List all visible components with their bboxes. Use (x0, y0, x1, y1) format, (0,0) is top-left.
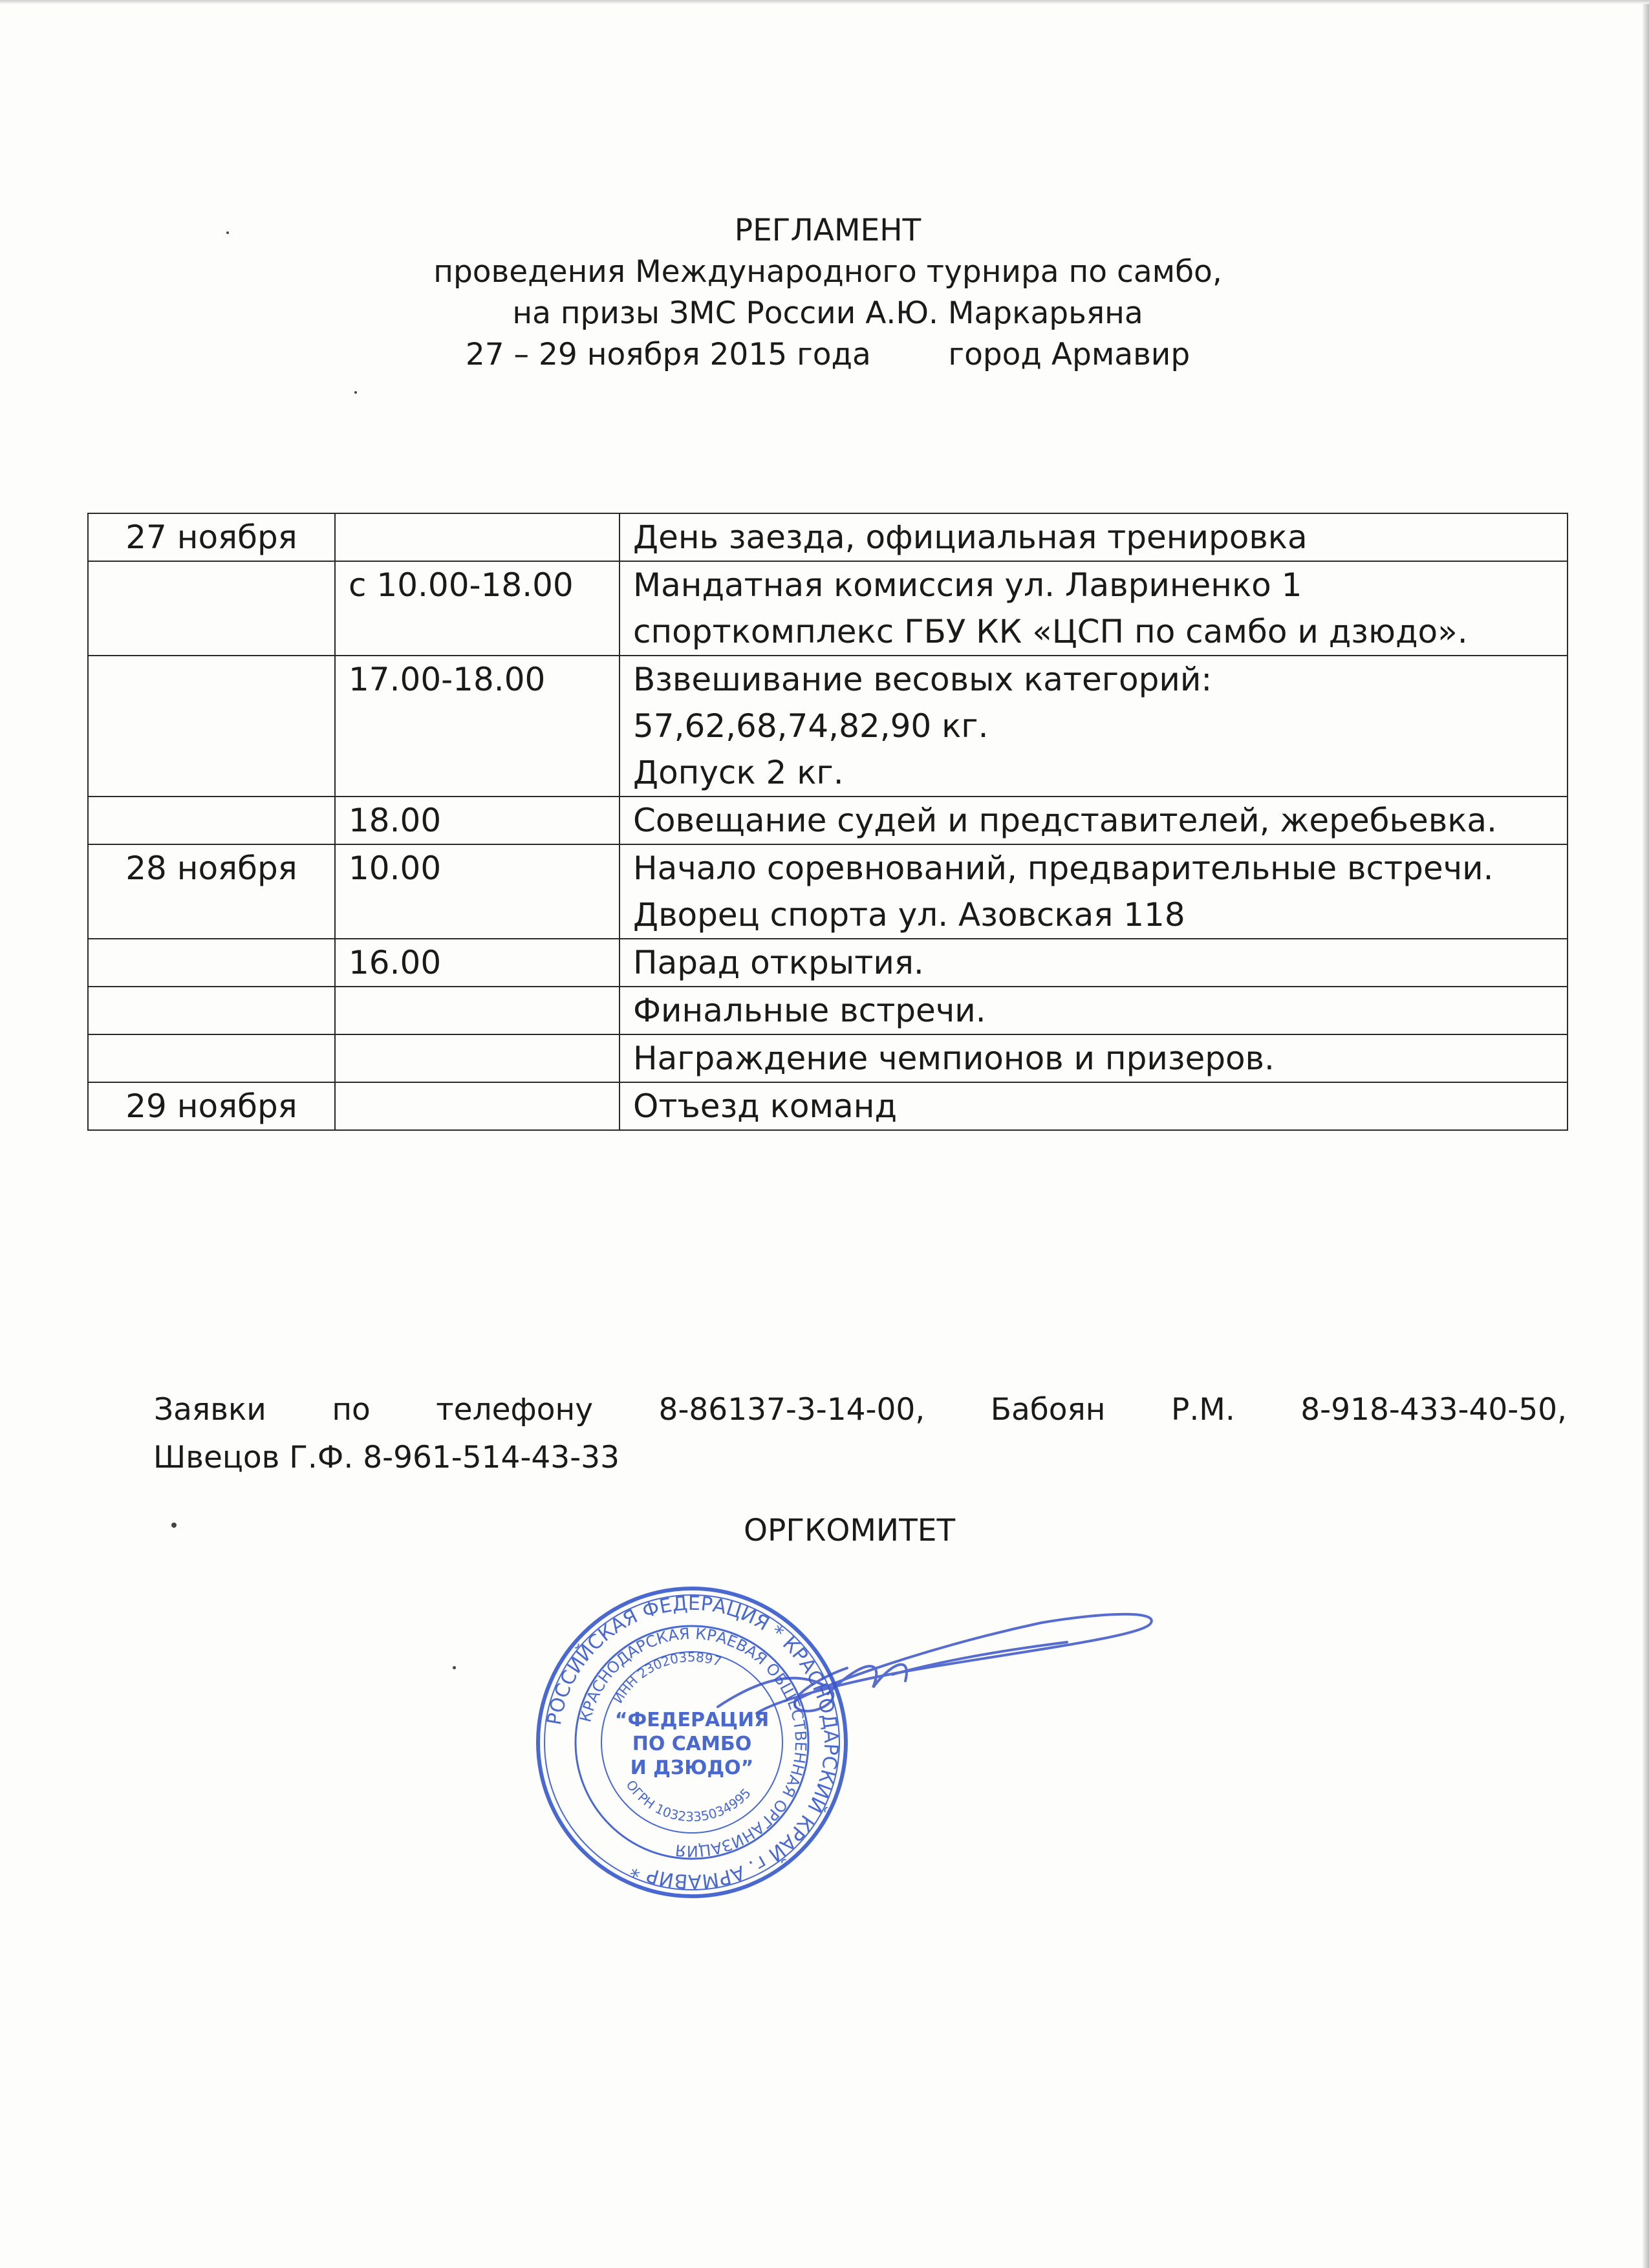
document-subtitle-line-1: проведения Международного турнира по самбо, (433, 254, 1222, 290)
schedule-date-cell (88, 939, 335, 987)
schedule-event-cell (620, 844, 1568, 939)
scan-edge-right (1643, 0, 1649, 2268)
scan-speck (453, 1666, 456, 1669)
schedule-time: 16.00 (349, 944, 442, 981)
stamp-inner-text: КРАСНОДАРСКАЯ КРАЕВАЯ ОБЩЕСТВЕННАЯ ОРГАНИЗАЦИЯ (576, 1624, 810, 1861)
schedule-date-cell (88, 1034, 335, 1082)
schedule-event-cell (620, 1082, 1568, 1130)
schedule-event-line: Отъезд команд (633, 1087, 898, 1125)
schedule-date-cell (88, 1082, 335, 1130)
schedule-date-cell (88, 844, 335, 939)
schedule-time-cell (335, 797, 620, 844)
schedule-event-line: Допуск 2 кг. (633, 754, 844, 791)
orgcommittee-label: ОРГКОМИТЕТ (744, 1513, 956, 1548)
schedule-date-cell (88, 513, 335, 561)
scan-speck (354, 391, 357, 394)
schedule-event-cell (620, 513, 1568, 561)
schedule-time: 10.00 (349, 850, 442, 887)
schedule-row (88, 797, 1568, 844)
schedule-row (88, 1034, 1568, 1082)
document-header (362, 210, 1293, 376)
schedule-time-cell (335, 561, 620, 656)
schedule-date: 29 ноября (125, 1087, 297, 1125)
scan-speck (171, 1523, 177, 1528)
document-title: РЕГЛАМЕНТ (734, 213, 921, 248)
schedule-row (88, 844, 1568, 939)
schedule-event-cell (620, 987, 1568, 1034)
schedule-event-line: Дворец спорта ул. Азовская 118 (633, 896, 1185, 934)
schedule-date-cell (88, 656, 335, 797)
schedule-event-line: День заезда, официальная тренировка (633, 519, 1308, 556)
schedule-time-cell (335, 1082, 620, 1130)
schedule-event-line: Финальные встречи. (633, 992, 986, 1029)
schedule-row (88, 1082, 1568, 1130)
schedule-row (88, 656, 1568, 797)
stamp-center-line-2: ПО САМБО (632, 1733, 752, 1755)
schedule-event-line: Взвешивание весовых категорий: (633, 661, 1212, 698)
contacts-line-2: Швецов Г.Ф. 8-961-514-43-33 (153, 1440, 620, 1475)
schedule-event-line: Совещание судей и представителей, жеребьевка. (633, 802, 1497, 839)
schedule-row (88, 513, 1568, 561)
schedule-event-line: Мандатная комиссия ул. Лавриненко 1 (633, 566, 1302, 604)
schedule-date: 28 ноября (125, 850, 297, 887)
stamp-outer-text: РОССИЙСКАЯ ФЕДЕРАЦИЯ * КРАСНОДАРСКИЙ КРАЙ г. АРМАВИР * (543, 1592, 843, 1893)
schedule-time-cell (335, 939, 620, 987)
schedule-event-line: 57,62,68,74,82,90 кг. (633, 707, 989, 745)
schedule-time-cell (335, 513, 620, 561)
stamp-inn: ИНН 2302035897 (610, 1649, 724, 1706)
schedule-row (88, 939, 1568, 987)
event-dates: 27 – 29 ноября 2015 года (465, 337, 871, 372)
schedule-event-cell (620, 797, 1568, 844)
stamp-center-line-1: “ФЕДЕРАЦИЯ (614, 1709, 770, 1731)
schedule-event-cell (620, 939, 1568, 987)
scan-edge-top (0, 0, 1649, 4)
schedule-event-cell (620, 1034, 1568, 1082)
schedule-date-cell (88, 561, 335, 656)
schedule-event-line: Награждение чемпионов и призеров. (633, 1040, 1275, 1077)
document-date-city-line (362, 334, 1293, 376)
schedule-time-cell (335, 987, 620, 1034)
schedule-time: с 10.00-18.00 (349, 566, 574, 604)
schedule-time-cell (335, 1034, 620, 1082)
schedule-time-cell (335, 656, 620, 797)
document-subtitle-line-2: на призы ЗМС России А.Ю. Маркарьяна (512, 295, 1143, 331)
scan-speck (226, 231, 229, 234)
handwritten-signature (679, 1597, 1170, 1739)
schedule-table (87, 513, 1568, 1131)
stamp-center-line-3: И ДЗЮДО” (630, 1757, 754, 1779)
schedule-event-line: Начало соревнований, предварительные встречи. (633, 850, 1494, 887)
stamp-ogrn: ОГРН 1032335034995 (623, 1777, 754, 1825)
schedule-date-cell (88, 987, 335, 1034)
schedule-date-cell (88, 797, 335, 844)
schedule-date: 27 ноября (125, 519, 297, 556)
schedule-time: 18.00 (349, 802, 442, 839)
schedule-time-cell (335, 844, 620, 939)
contacts-line-1: Заявки по телефону 8-86137-3-14-00, Бабоян Р.М. 8-918-433-40-50, (154, 1392, 1567, 1428)
schedule-event-line: спорткомплекс ГБУ КК «ЦСП по самбо и дзюдо». (633, 613, 1468, 650)
event-city: город Армавир (948, 337, 1191, 372)
schedule-row (88, 561, 1568, 656)
schedule-time: 17.00-18.00 (349, 661, 546, 698)
schedule-row (88, 987, 1568, 1034)
schedule-event-cell (620, 561, 1568, 656)
schedule-event-cell (620, 656, 1568, 797)
schedule-event-line: Парад открытия. (633, 944, 924, 981)
